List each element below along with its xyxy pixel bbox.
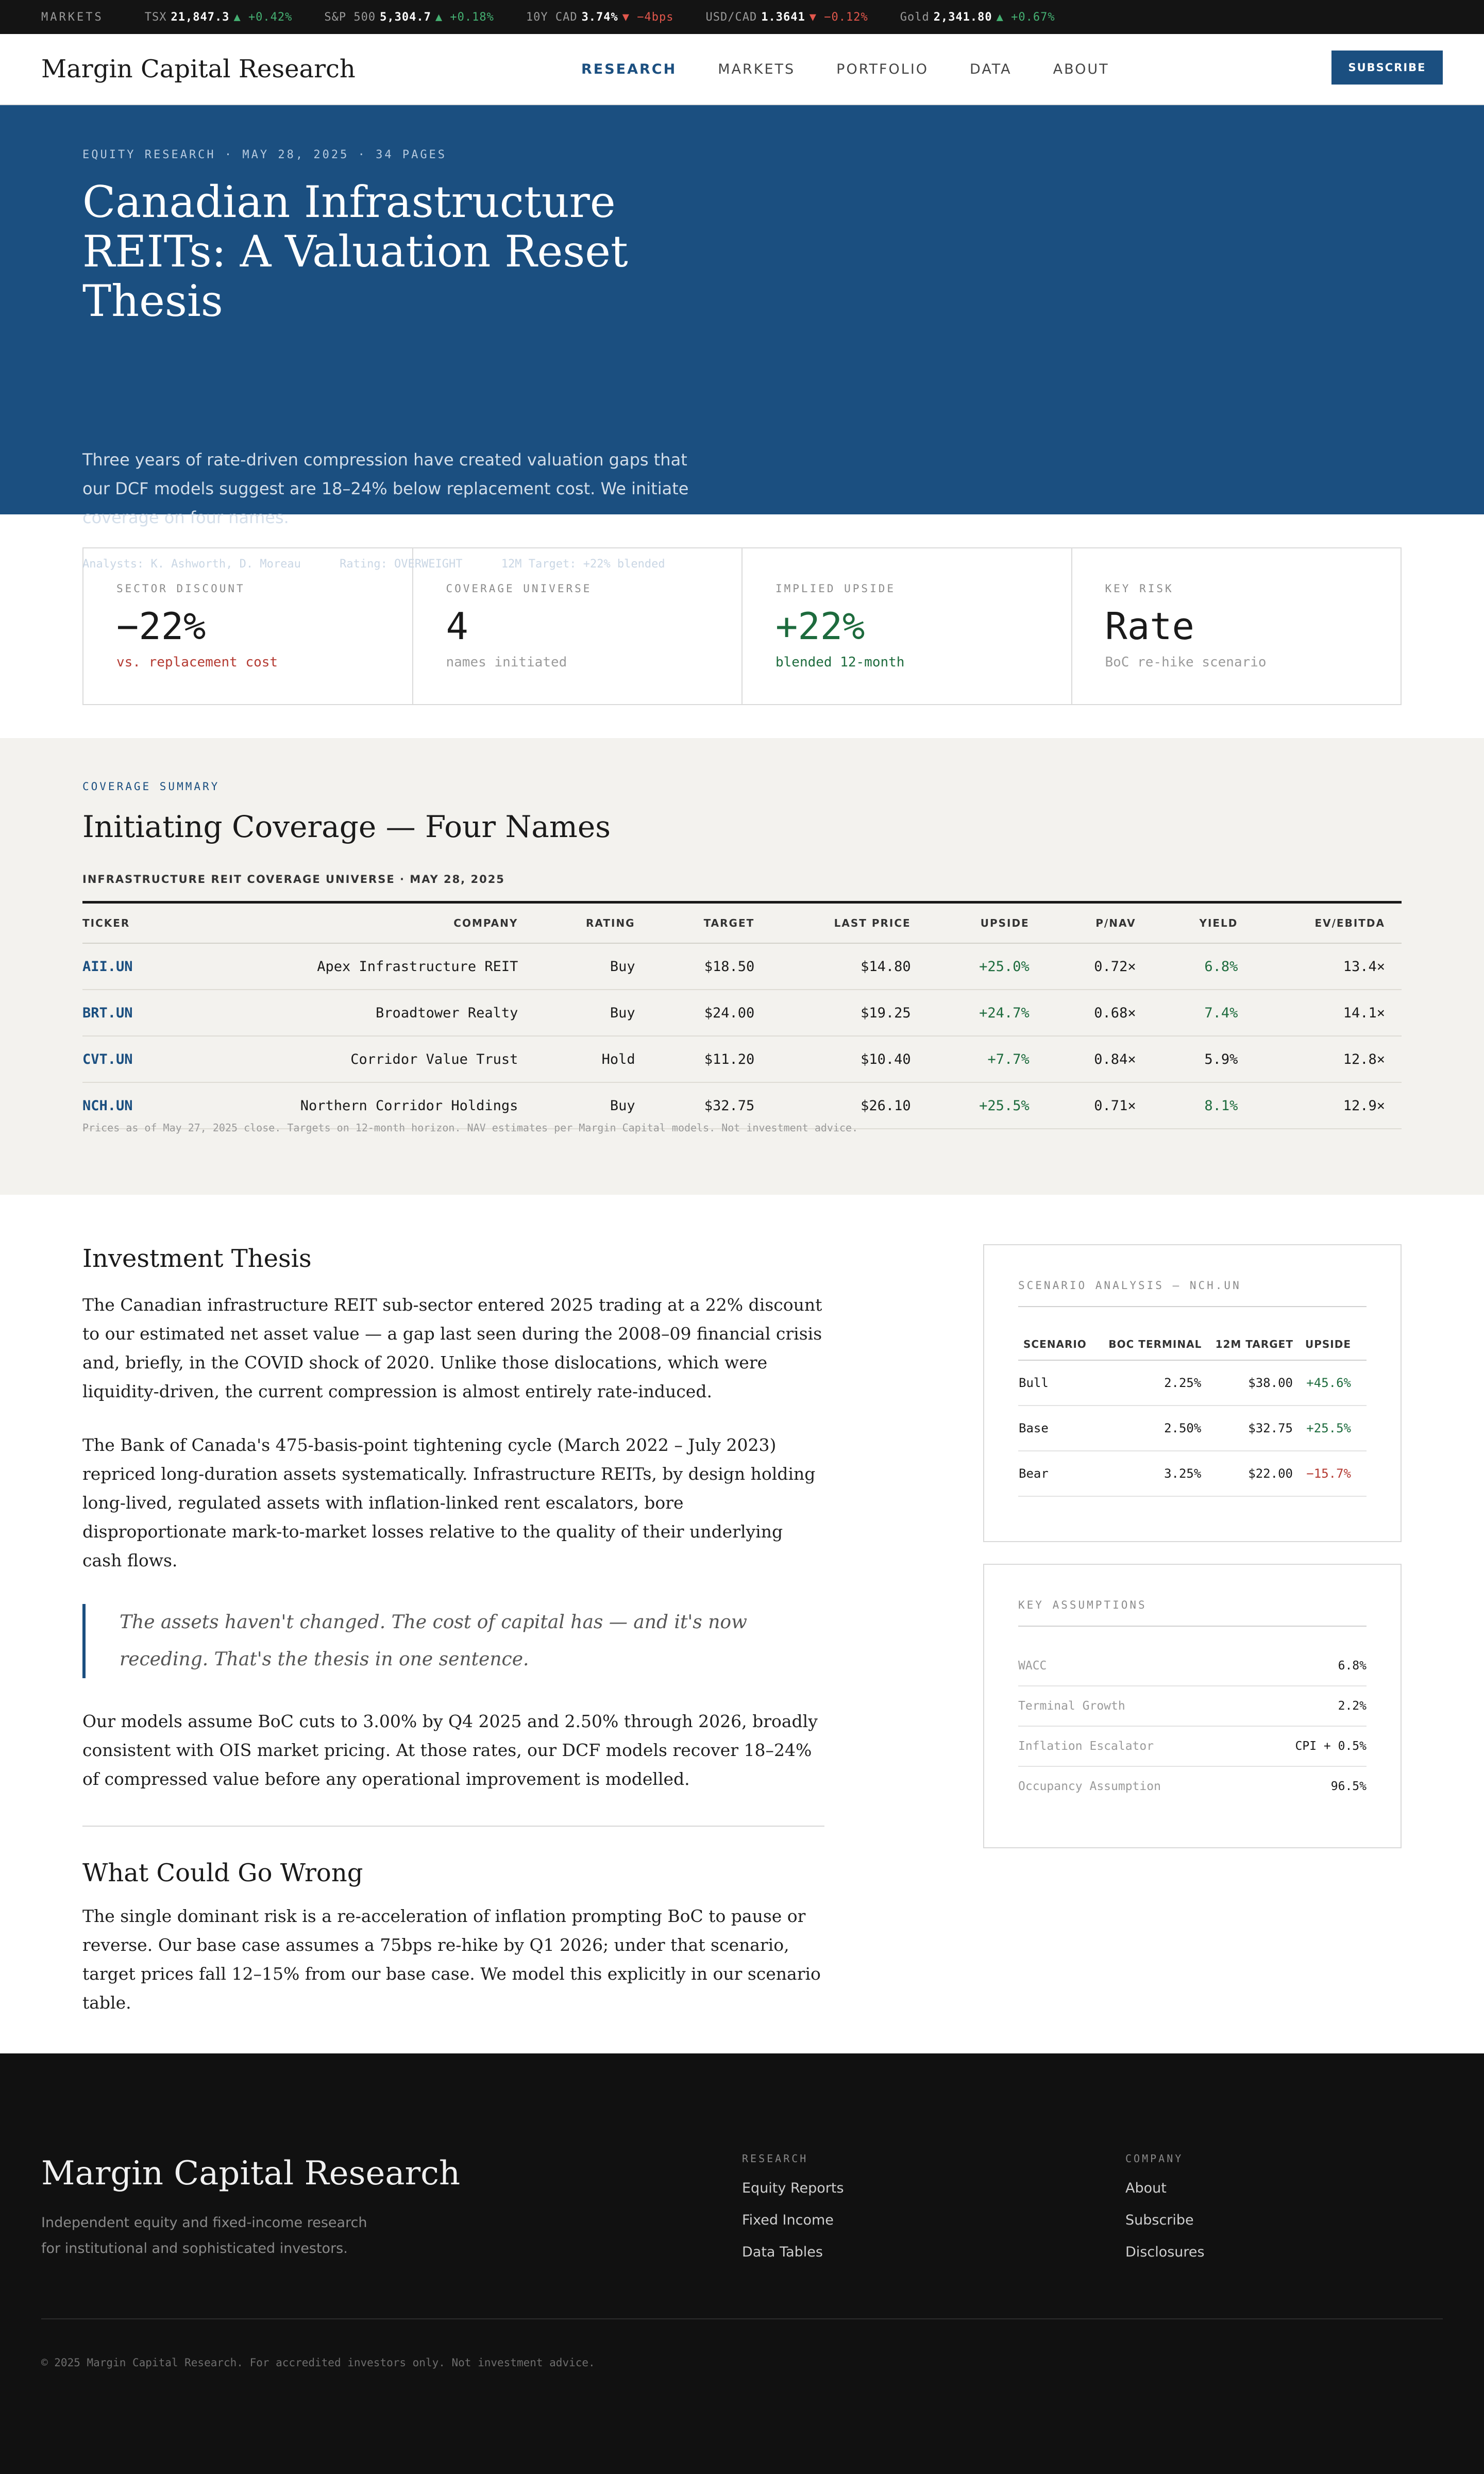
scenario-panel xyxy=(983,1244,1402,1542)
assumption-row xyxy=(1018,1646,1367,1686)
boc-terminal-cell: 2.50% xyxy=(1093,1406,1202,1451)
scenario-name: Bull xyxy=(1018,1360,1093,1406)
footer-company-column xyxy=(1125,2152,1205,2276)
stat-implied-upside xyxy=(743,548,1072,704)
ticker-item-10y-cad: 10Y CAD 3.74% ▼ −4bps xyxy=(526,10,674,24)
article xyxy=(82,1244,824,2017)
assumption-row xyxy=(1018,1727,1367,1767)
pnav-cell: 0.84× xyxy=(1046,1036,1153,1082)
analysts: Analysts: K. Ashworth, D. Moreau xyxy=(82,558,301,571)
footer-link-equity-reports[interactable]: Equity Reports xyxy=(742,2180,844,2196)
last-price-cell: $10.40 xyxy=(771,1036,927,1082)
risk-heading: What Could Go Wrong xyxy=(82,1859,363,1887)
assumption-label: Inflation Escalator xyxy=(1018,1740,1154,1753)
stat-sector-discount xyxy=(83,548,413,704)
section-divider xyxy=(82,1826,824,1827)
pull-quote: The assets haven't changed. The cost of capital has — and it's now receding. That's the thesis in one sentence. xyxy=(82,1604,824,1678)
coverage-title: Initiating Coverage — Four Names xyxy=(82,809,611,844)
company-cell: Broadtower Realty xyxy=(177,990,534,1036)
target-cell: $38.00 xyxy=(1202,1360,1293,1406)
pnav-cell: 0.68× xyxy=(1046,990,1153,1036)
col-upside: UPSIDE xyxy=(1293,1329,1367,1360)
stat-label: KEY RISK xyxy=(1105,582,1174,595)
footer-link-data-tables[interactable]: Data Tables xyxy=(742,2244,823,2260)
table-row[interactable] xyxy=(82,1036,1402,1082)
risk-paragraph: The single dominant risk is a re-acceleration of inflation prompting BoC to pause or reverse. Our base case assumes a 75bps re-hike by Q1 2026; under that scenario, target prices fall 12–15% from our base case. We model this explicitly in our scenario table. xyxy=(82,1906,821,2013)
target-cell: $32.75 xyxy=(652,1082,771,1129)
thesis-paragraph-1: The Canadian infrastructure REIT sub-sector entered 2025 trading at a 22% discount to our estimated net asset value — a gap last seen during the 2008–09 financial crisis and, briefly, in the COVID shock of 2020. Unlike those dislocations, which were liquidity-driven, the current compression is almost entirely rate-induced. xyxy=(82,1295,822,1401)
ticker-item-gold: Gold 2,341.80 ▲ +0.67% xyxy=(900,10,1055,24)
stat-value: 4 xyxy=(446,605,468,648)
assumption-row xyxy=(1018,1686,1367,1727)
stat-sub: BoC re-hike scenario xyxy=(1105,655,1267,670)
table-row[interactable] xyxy=(82,990,1402,1036)
yield-cell: 6.8% xyxy=(1153,943,1255,990)
stat-sub: vs. replacement cost xyxy=(116,655,278,670)
target-cell: $11.20 xyxy=(652,1036,771,1082)
target: 12M Target: +22% blended xyxy=(501,558,665,571)
assumption-label: Occupancy Assumption xyxy=(1018,1780,1161,1793)
rating-cell: Hold xyxy=(534,1036,651,1082)
page-title: Canadian Infrastructure REITs: A Valuation Reset Thesis xyxy=(82,177,628,326)
target-cell: $18.50 xyxy=(652,943,771,990)
table-row[interactable] xyxy=(82,943,1402,990)
upside-cell: −15.7% xyxy=(1293,1451,1367,1496)
nav-link-about[interactable]: ABOUT xyxy=(1053,61,1109,77)
nav-link-portfolio[interactable]: PORTFOLIO xyxy=(836,61,929,77)
col-12m-target: 12M TARGET xyxy=(1202,1329,1293,1360)
brand-logo[interactable]: Margin Capital Research xyxy=(41,55,356,83)
col-upside: UPSIDE xyxy=(927,902,1046,944)
company-cell: Corridor Value Trust xyxy=(177,1036,534,1082)
ev-ebitda-cell: 12.8× xyxy=(1254,1036,1402,1082)
footer-link-fixed-income[interactable]: Fixed Income xyxy=(742,2212,834,2228)
scenario-row-bull xyxy=(1018,1360,1367,1406)
target-cell: $32.75 xyxy=(1202,1406,1293,1451)
table-header-row xyxy=(82,902,1402,944)
assumption-row xyxy=(1018,1767,1367,1806)
coverage-note: Prices as of May 27, 2025 close. Targets on 12-month horizon. NAV estimates per Margin Capital models. Not investment advice. xyxy=(82,1122,858,1134)
assumption-value: CPI + 0.5% xyxy=(1295,1740,1367,1753)
nav-link-markets[interactable]: MARKETS xyxy=(718,61,796,77)
hero-section xyxy=(0,105,1484,571)
assumption-value: 96.5% xyxy=(1330,1780,1367,1793)
stats-grid xyxy=(82,547,1402,705)
ticker-item-usd-cad: USD/CAD 1.3641 ▼ −0.12% xyxy=(705,10,868,24)
nav-link-data[interactable]: DATA xyxy=(970,61,1012,77)
last-price-cell: $14.80 xyxy=(771,943,927,990)
footer-research-column xyxy=(742,2152,844,2276)
upside-cell: +25.0% xyxy=(927,943,1046,990)
scenario-table xyxy=(1018,1329,1367,1497)
yield-cell: 7.4% xyxy=(1153,990,1255,1036)
site-footer xyxy=(0,2053,1484,2474)
stat-value: +22% xyxy=(775,605,865,648)
stat-label: SECTOR DISCOUNT xyxy=(116,582,245,595)
stat-coverage-universe xyxy=(413,548,743,704)
assumption-value: 6.8% xyxy=(1338,1659,1367,1673)
hero-eyebrow: EQUITY RESEARCH · MAY 28, 2025 · 34 PAGES xyxy=(82,148,447,161)
top-nav xyxy=(0,34,1484,105)
thesis-paragraph-3: Our models assume BoC cuts to 3.00% by Q4 2025 and 2.50% through 2026, broadly consistent with OIS market pricing. At those rates, our DCF models recover 18–24% of compressed value before any operational improvement is modelled. xyxy=(82,1711,818,1789)
col-last-price: LAST PRICE xyxy=(771,902,927,944)
ev-ebitda-cell: 12.9× xyxy=(1254,1082,1402,1129)
upside-cell: +45.6% xyxy=(1293,1360,1367,1406)
boc-terminal-cell: 3.25% xyxy=(1093,1451,1202,1496)
rating-cell: Buy xyxy=(534,943,651,990)
yield-cell: 5.9% xyxy=(1153,1036,1255,1082)
coverage-table xyxy=(82,901,1402,1129)
rating: Rating: OVERWEIGHT xyxy=(340,558,463,571)
col-target: TARGET xyxy=(652,902,771,944)
upside-cell: +7.7% xyxy=(927,1036,1046,1082)
coverage-section xyxy=(0,738,1484,1195)
coverage-caption: INFRASTRUCTURE REIT COVERAGE UNIVERSE · MAY 28, 2025 xyxy=(82,873,505,885)
footer-heading: RESEARCH xyxy=(742,2152,808,2165)
ticker-link[interactable]: AII.UN xyxy=(82,943,177,990)
col-ev-ebitda: EV/EBITDA xyxy=(1254,902,1402,944)
assumptions-list xyxy=(1018,1646,1367,1806)
thesis-paragraph-2: The Bank of Canada's 475-basis-point tightening cycle (March 2022 – July 2023) repriced long-duration assets systematically. Infrastructure REITs, by design holding long-lived, regulated assets with inflation-linked rent escalators, bore disproportionate mark-to-market losses relative to the quality of their underlying cash flows. xyxy=(82,1435,816,1570)
thesis-heading: Investment Thesis xyxy=(82,1244,312,1273)
hero-lede: Three years of rate-driven compression have created valuation gaps that our DCF models suggest are 18–24% below replacement cost. We initiate coverage on four names. xyxy=(82,450,689,527)
col-company: COMPANY xyxy=(177,902,534,944)
pnav-cell: 0.71× xyxy=(1046,1082,1153,1129)
stat-value: Rate xyxy=(1105,605,1194,648)
stats-section xyxy=(0,514,1484,738)
stat-value: −22% xyxy=(116,605,206,648)
boc-terminal-cell: 2.25% xyxy=(1093,1360,1202,1406)
stat-sub: names initiated xyxy=(446,655,567,670)
col-scenario: SCENARIO xyxy=(1018,1329,1093,1360)
company-cell: Northern Corridor Holdings xyxy=(177,1082,534,1129)
ticker-link[interactable]: BRT.UN xyxy=(82,990,177,1036)
nav-link-research[interactable]: RESEARCH xyxy=(581,61,677,77)
ev-ebitda-cell: 14.1× xyxy=(1254,990,1402,1036)
last-price-cell: $19.25 xyxy=(771,990,927,1036)
hero-meta xyxy=(82,558,697,571)
scenario-title: SCENARIO ANALYSIS — NCH.UN xyxy=(1018,1245,1367,1307)
ev-ebitda-cell: 13.4× xyxy=(1254,943,1402,990)
copyright: © 2025 Margin Capital Research. For accredited investors only. Not investment advice. xyxy=(41,2356,595,2369)
target-cell: $24.00 xyxy=(652,990,771,1036)
scenario-header-row xyxy=(1018,1329,1367,1360)
yield-cell: 8.1% xyxy=(1153,1082,1255,1129)
upside-cell: +25.5% xyxy=(927,1082,1046,1129)
ticker-item-sp500: S&P 500 5,304.7 ▲ +0.18% xyxy=(324,10,494,24)
main-menu xyxy=(581,34,1151,104)
market-ticker xyxy=(0,0,1484,34)
col-pnav: P/NAV xyxy=(1046,902,1153,944)
footer-tagline: Independent equity and fixed-income research for institutional and sophisticated investors. xyxy=(41,2215,367,2256)
assumption-label: Terminal Growth xyxy=(1018,1699,1125,1713)
assumptions-title: KEY ASSUMPTIONS xyxy=(1018,1565,1367,1627)
subscribe-button[interactable]: SUBSCRIBE xyxy=(1331,51,1443,85)
stat-key-risk xyxy=(1072,548,1401,704)
ticker-item-tsx: TSX 21,847.3 ▲ +0.42% xyxy=(144,10,293,24)
ticker-link[interactable]: CVT.UN xyxy=(82,1036,177,1082)
target-cell: $22.00 xyxy=(1202,1451,1293,1496)
footer-heading: COMPANY xyxy=(1125,2152,1184,2165)
footer-link-disclosures[interactable]: Disclosures xyxy=(1125,2244,1205,2260)
footer-link-subscribe[interactable]: Subscribe xyxy=(1125,2212,1194,2228)
rating-cell: Buy xyxy=(534,1082,651,1129)
stat-label: IMPLIED UPSIDE xyxy=(775,582,896,595)
col-boc-terminal: BOC TERMINAL xyxy=(1093,1329,1202,1360)
ticker-link[interactable]: NCH.UN xyxy=(82,1082,177,1129)
upside-cell: +25.5% xyxy=(1293,1406,1367,1451)
pnav-cell: 0.72× xyxy=(1046,943,1153,990)
col-ticker: TICKER xyxy=(82,902,177,944)
scenario-row-base xyxy=(1018,1406,1367,1451)
col-yield: YIELD xyxy=(1153,902,1255,944)
assumption-label: WACC xyxy=(1018,1659,1047,1673)
assumptions-panel xyxy=(983,1564,1402,1848)
stat-label: COVERAGE UNIVERSE xyxy=(446,582,592,595)
stat-sub: blended 12-month xyxy=(775,655,905,670)
scenario-name: Base xyxy=(1018,1406,1093,1451)
last-price-cell: $26.10 xyxy=(771,1082,927,1129)
coverage-eyebrow: COVERAGE SUMMARY xyxy=(82,780,220,793)
scenario-row-bear xyxy=(1018,1451,1367,1496)
col-rating: RATING xyxy=(534,902,651,944)
footer-link-about[interactable]: About xyxy=(1125,2180,1167,2196)
assumption-value: 2.2% xyxy=(1338,1699,1367,1713)
rating-cell: Buy xyxy=(534,990,651,1036)
main-content xyxy=(0,1195,1484,2053)
footer-divider xyxy=(41,2318,1443,2319)
footer-brand[interactable]: Margin Capital Research xyxy=(41,2154,461,2193)
upside-cell: +24.7% xyxy=(927,990,1046,1036)
company-cell: Apex Infrastructure REIT xyxy=(177,943,534,990)
scenario-name: Bear xyxy=(1018,1451,1093,1496)
ticker-label: MARKETS xyxy=(41,10,104,24)
